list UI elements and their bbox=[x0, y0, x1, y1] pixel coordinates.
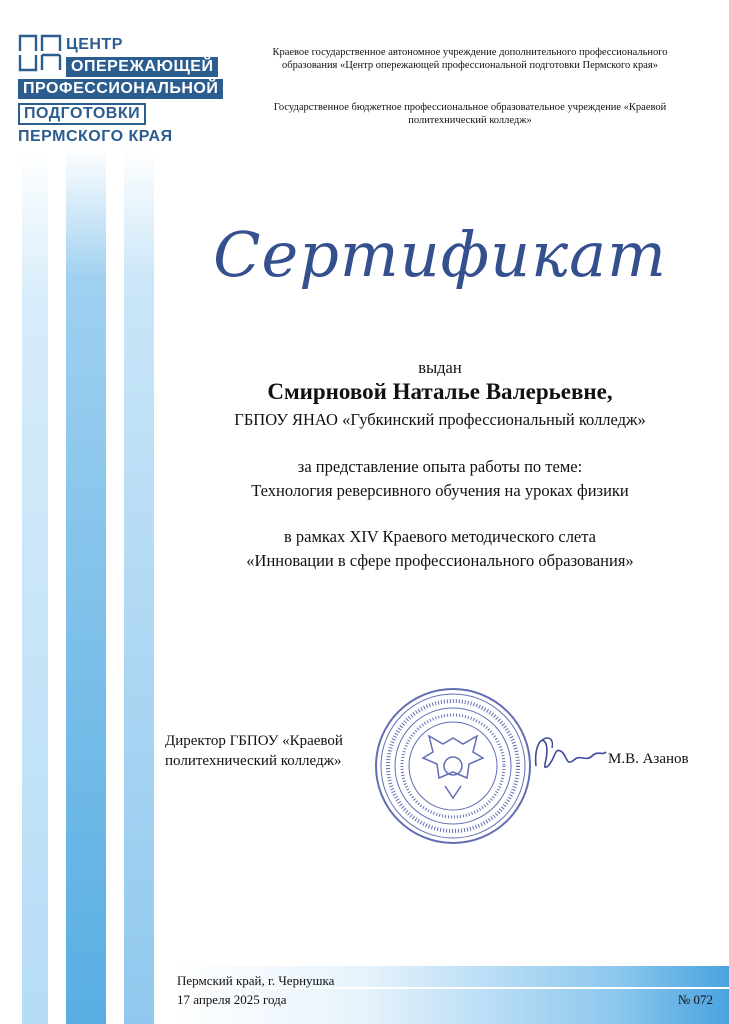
recipient-organization: ГБПОУ ЯНАО «Губкинский профессиональный колледж» bbox=[234, 410, 646, 429]
decor-stripe-2 bbox=[66, 148, 106, 1024]
recipient-name: Смирновой Наталье Валерьевне, bbox=[267, 379, 613, 404]
handwritten-signature bbox=[528, 726, 610, 782]
official-stamp bbox=[373, 686, 533, 846]
logo-text-line-1: ЦЕНТР bbox=[66, 36, 123, 53]
issuing-organization-2: Государственное бюджетное профессиональное образовательное учреждение «Краевой политехнический колледж» bbox=[273, 102, 667, 126]
reason-text: за представление опыта работы по теме: bbox=[297, 457, 583, 476]
signer-position-line-2: политехнический колледж» bbox=[165, 753, 342, 769]
signer-name: М.В. Азанов bbox=[608, 751, 689, 767]
organization-logo bbox=[18, 33, 240, 145]
footer-city: Пермский край, г. Чернушка bbox=[177, 973, 335, 988]
footer-date: 17 апреля 2025 года bbox=[177, 992, 287, 1007]
certificate-title: Сертификат bbox=[213, 218, 667, 291]
logo-text-line-5: ПЕРМСКОГО КРАЯ bbox=[18, 128, 173, 145]
issuing-organization-1: Краевое государственное автономное учреждение дополнительного профессионального образования «Центр опережающей профессиональной подготовки Пермского края» bbox=[272, 47, 668, 71]
logo-text-line-4: ПОДГОТОВКИ bbox=[18, 103, 146, 125]
signer-position-line-1: Директор ГБПОУ «Краевой bbox=[165, 733, 343, 749]
issued-label: выдан bbox=[418, 358, 462, 377]
certificate-number: № 072 bbox=[677, 992, 713, 1007]
logo-text-line-2: ОПЕРЕЖАЮЩЕЙ bbox=[66, 57, 218, 77]
decor-stripe-3 bbox=[124, 148, 154, 1024]
decor-stripe-1 bbox=[22, 148, 48, 1024]
topic-text: Технология реверсивного обучения на уроках физики bbox=[251, 481, 629, 500]
logo-mark-icon bbox=[18, 33, 62, 73]
logo-text-line-3: ПРОФЕССИОНАЛЬНОЙ bbox=[18, 79, 223, 99]
event-text-2: «Инновации в сфере профессионального образования» bbox=[246, 551, 634, 570]
signer-position bbox=[165, 731, 343, 771]
event-text-1: в рамках XIV Краевого методического слета bbox=[283, 527, 596, 546]
